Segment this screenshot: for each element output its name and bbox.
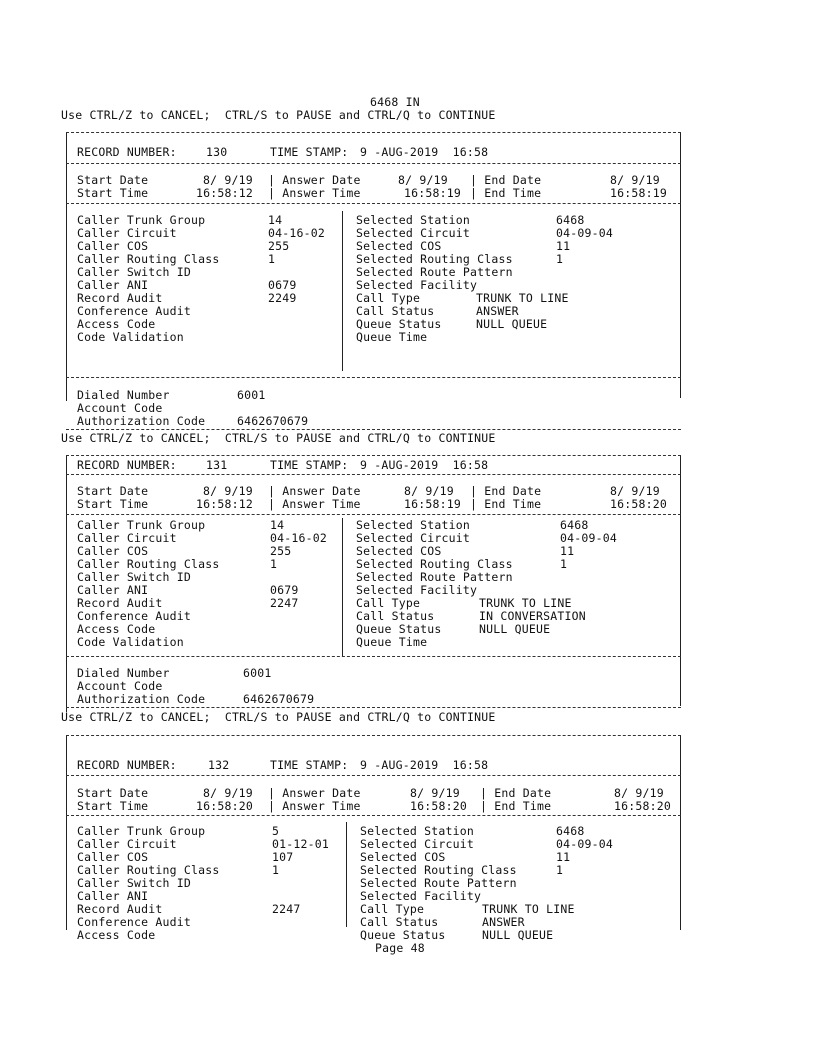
end-date-value: 8/ 9/19: [614, 786, 664, 800]
call-type-value: TRUNK TO LINE: [482, 902, 575, 916]
answer-time-label: | Answer Time: [268, 799, 361, 813]
start-time-label: Start Time: [77, 799, 149, 813]
record-number-value: 132: [208, 758, 230, 772]
answer-date-value: 8/ 9/19: [404, 484, 454, 498]
start-date-label: Start Date: [77, 786, 149, 800]
end-date-value: 8/ 9/19: [610, 484, 660, 498]
end-time-value: 16:58:20: [610, 497, 667, 511]
queue-status-value: NULL QUEUE: [482, 928, 554, 942]
selected-labels: Selected Station Selected Circuit Selected COS Selected Routing Class Selected Route Pattern Selected Facility Call Type Call Status Queue Status: [360, 824, 517, 942]
time-stamp-value: 9 -AUG-2019 16:58: [360, 145, 489, 159]
authorization-code-value: 6462670679: [243, 692, 315, 706]
call-type-value: TRUNK TO LINE: [479, 596, 572, 610]
dialed-number-value: 6001: [243, 666, 272, 680]
end-date-label: | End Date: [470, 173, 542, 187]
answer-date-label: | Answer Date: [268, 484, 361, 498]
page-footer: Page 48: [375, 941, 425, 955]
control-hint: Use CTRL/Z to CANCEL; CTRL/S to PAUSE and CTRL/Q to CONTINUE: [61, 108, 496, 122]
page-header: 6468 IN: [370, 95, 420, 109]
answer-time-value: 16:58:19: [404, 186, 461, 200]
end-time-label: | End Time: [480, 799, 552, 813]
caller-labels: Caller Trunk Group Caller Circuit Caller COS Caller Routing Class Caller Switch ID Caller ANI Record Audit Conference Audit Access Code Code Validation: [77, 213, 220, 344]
start-time-value: 16:58:12: [196, 186, 253, 200]
call-status-value: ANSWER: [482, 915, 525, 929]
dialed-labels: Dialed Number Account Code Authorization Code: [77, 388, 206, 428]
end-date-value: 8/ 9/19: [610, 173, 660, 187]
time-stamp-label: TIME STAMP:: [270, 758, 349, 772]
end-date-label: | End Date: [480, 786, 552, 800]
authorization-code-value: 6462670679: [237, 414, 309, 428]
start-date-label: Start Date: [77, 173, 149, 187]
control-hint: Use CTRL/Z to CANCEL; CTRL/S to PAUSE and CTRL/Q to CONTINUE: [61, 710, 496, 724]
caller-labels: Caller Trunk Group Caller Circuit Caller COS Caller Routing Class Caller Switch ID Caller ANI Record Audit Conference Audit Access Code: [77, 824, 220, 942]
start-time-value: 16:58:12: [196, 497, 253, 511]
answer-time-value: 16:58:20: [410, 799, 467, 813]
start-date-label: Start Date: [77, 484, 149, 498]
call-status-value: ANSWER: [476, 304, 519, 318]
time-stamp-label: TIME STAMP:: [270, 145, 349, 159]
record-number-value: 130: [206, 145, 228, 159]
answer-time-label: | Answer Time: [268, 186, 361, 200]
record-number-value: 131: [206, 458, 228, 472]
start-date-value: 8/ 9/19: [203, 484, 253, 498]
time-stamp-label: TIME STAMP:: [270, 458, 349, 472]
start-date-value: 8/ 9/19: [203, 173, 253, 187]
selected-values: 6468 04-09-04 11 1: [560, 518, 617, 571]
record-number-label: RECORD NUMBER:: [77, 758, 177, 772]
control-hint: Use CTRL/Z to CANCEL; CTRL/S to PAUSE and CTRL/Q to CONTINUE: [61, 431, 496, 445]
queue-status-value: NULL QUEUE: [479, 622, 551, 636]
record-number-label: RECORD NUMBER:: [77, 145, 177, 159]
caller-values: 14 04-16-02 255 1 0679 2249: [268, 213, 325, 305]
record-number-label: RECORD NUMBER:: [77, 458, 177, 472]
answer-date-value: 8/ 9/19: [410, 786, 460, 800]
answer-date-label: | Answer Date: [268, 786, 361, 800]
selected-labels: Selected Station Selected Circuit Selected COS Selected Routing Class Selected Route Pattern Selected Facility Call Type Call Status Queue Status Queue Time: [356, 518, 513, 649]
caller-labels: Caller Trunk Group Caller Circuit Caller COS Caller Routing Class Caller Switch ID Caller ANI Record Audit Conference Audit Access Code Code Validation: [77, 518, 220, 649]
end-date-label: | End Date: [470, 484, 542, 498]
dialed-number-value: 6001: [237, 388, 266, 402]
selected-values: 6468 04-09-04 11 1: [556, 213, 613, 266]
answer-date-value: 8/ 9/19: [398, 173, 448, 187]
start-time-value: 16:58:20: [196, 799, 253, 813]
start-time-label: Start Time: [77, 497, 149, 511]
end-time-value: 16:58:20: [614, 799, 671, 813]
caller-values: 14 04-16-02 255 1 0679 2247: [270, 518, 327, 610]
call-status-value: IN CONVERSATION: [479, 609, 586, 623]
selected-labels: Selected Station Selected Circuit Selected COS Selected Routing Class Selected Route Pattern Selected Facility Call Type Call Status Queue Status Queue Time: [356, 213, 513, 344]
start-date-value: 8/ 9/19: [203, 786, 253, 800]
answer-time-label: | Answer Time: [268, 497, 361, 511]
end-time-label: | End Time: [470, 497, 542, 511]
answer-date-label: | Answer Date: [268, 173, 361, 187]
start-time-label: Start Time: [77, 186, 149, 200]
call-type-value: TRUNK TO LINE: [476, 291, 569, 305]
queue-status-value: NULL QUEUE: [476, 317, 548, 331]
dialed-labels: Dialed Number Account Code Authorization Code: [77, 666, 206, 706]
caller-values: 5 01-12-01 107 1 2247: [272, 824, 329, 916]
selected-values: 6468 04-09-04 11 1: [556, 824, 613, 877]
end-time-value: 16:58:19: [610, 186, 667, 200]
time-stamp-value: 9 -AUG-2019 16:58: [360, 458, 489, 472]
time-stamp-value: 9 -AUG-2019 16:58: [360, 758, 489, 772]
answer-time-value: 16:58:19: [404, 497, 461, 511]
end-time-label: | End Time: [470, 186, 542, 200]
